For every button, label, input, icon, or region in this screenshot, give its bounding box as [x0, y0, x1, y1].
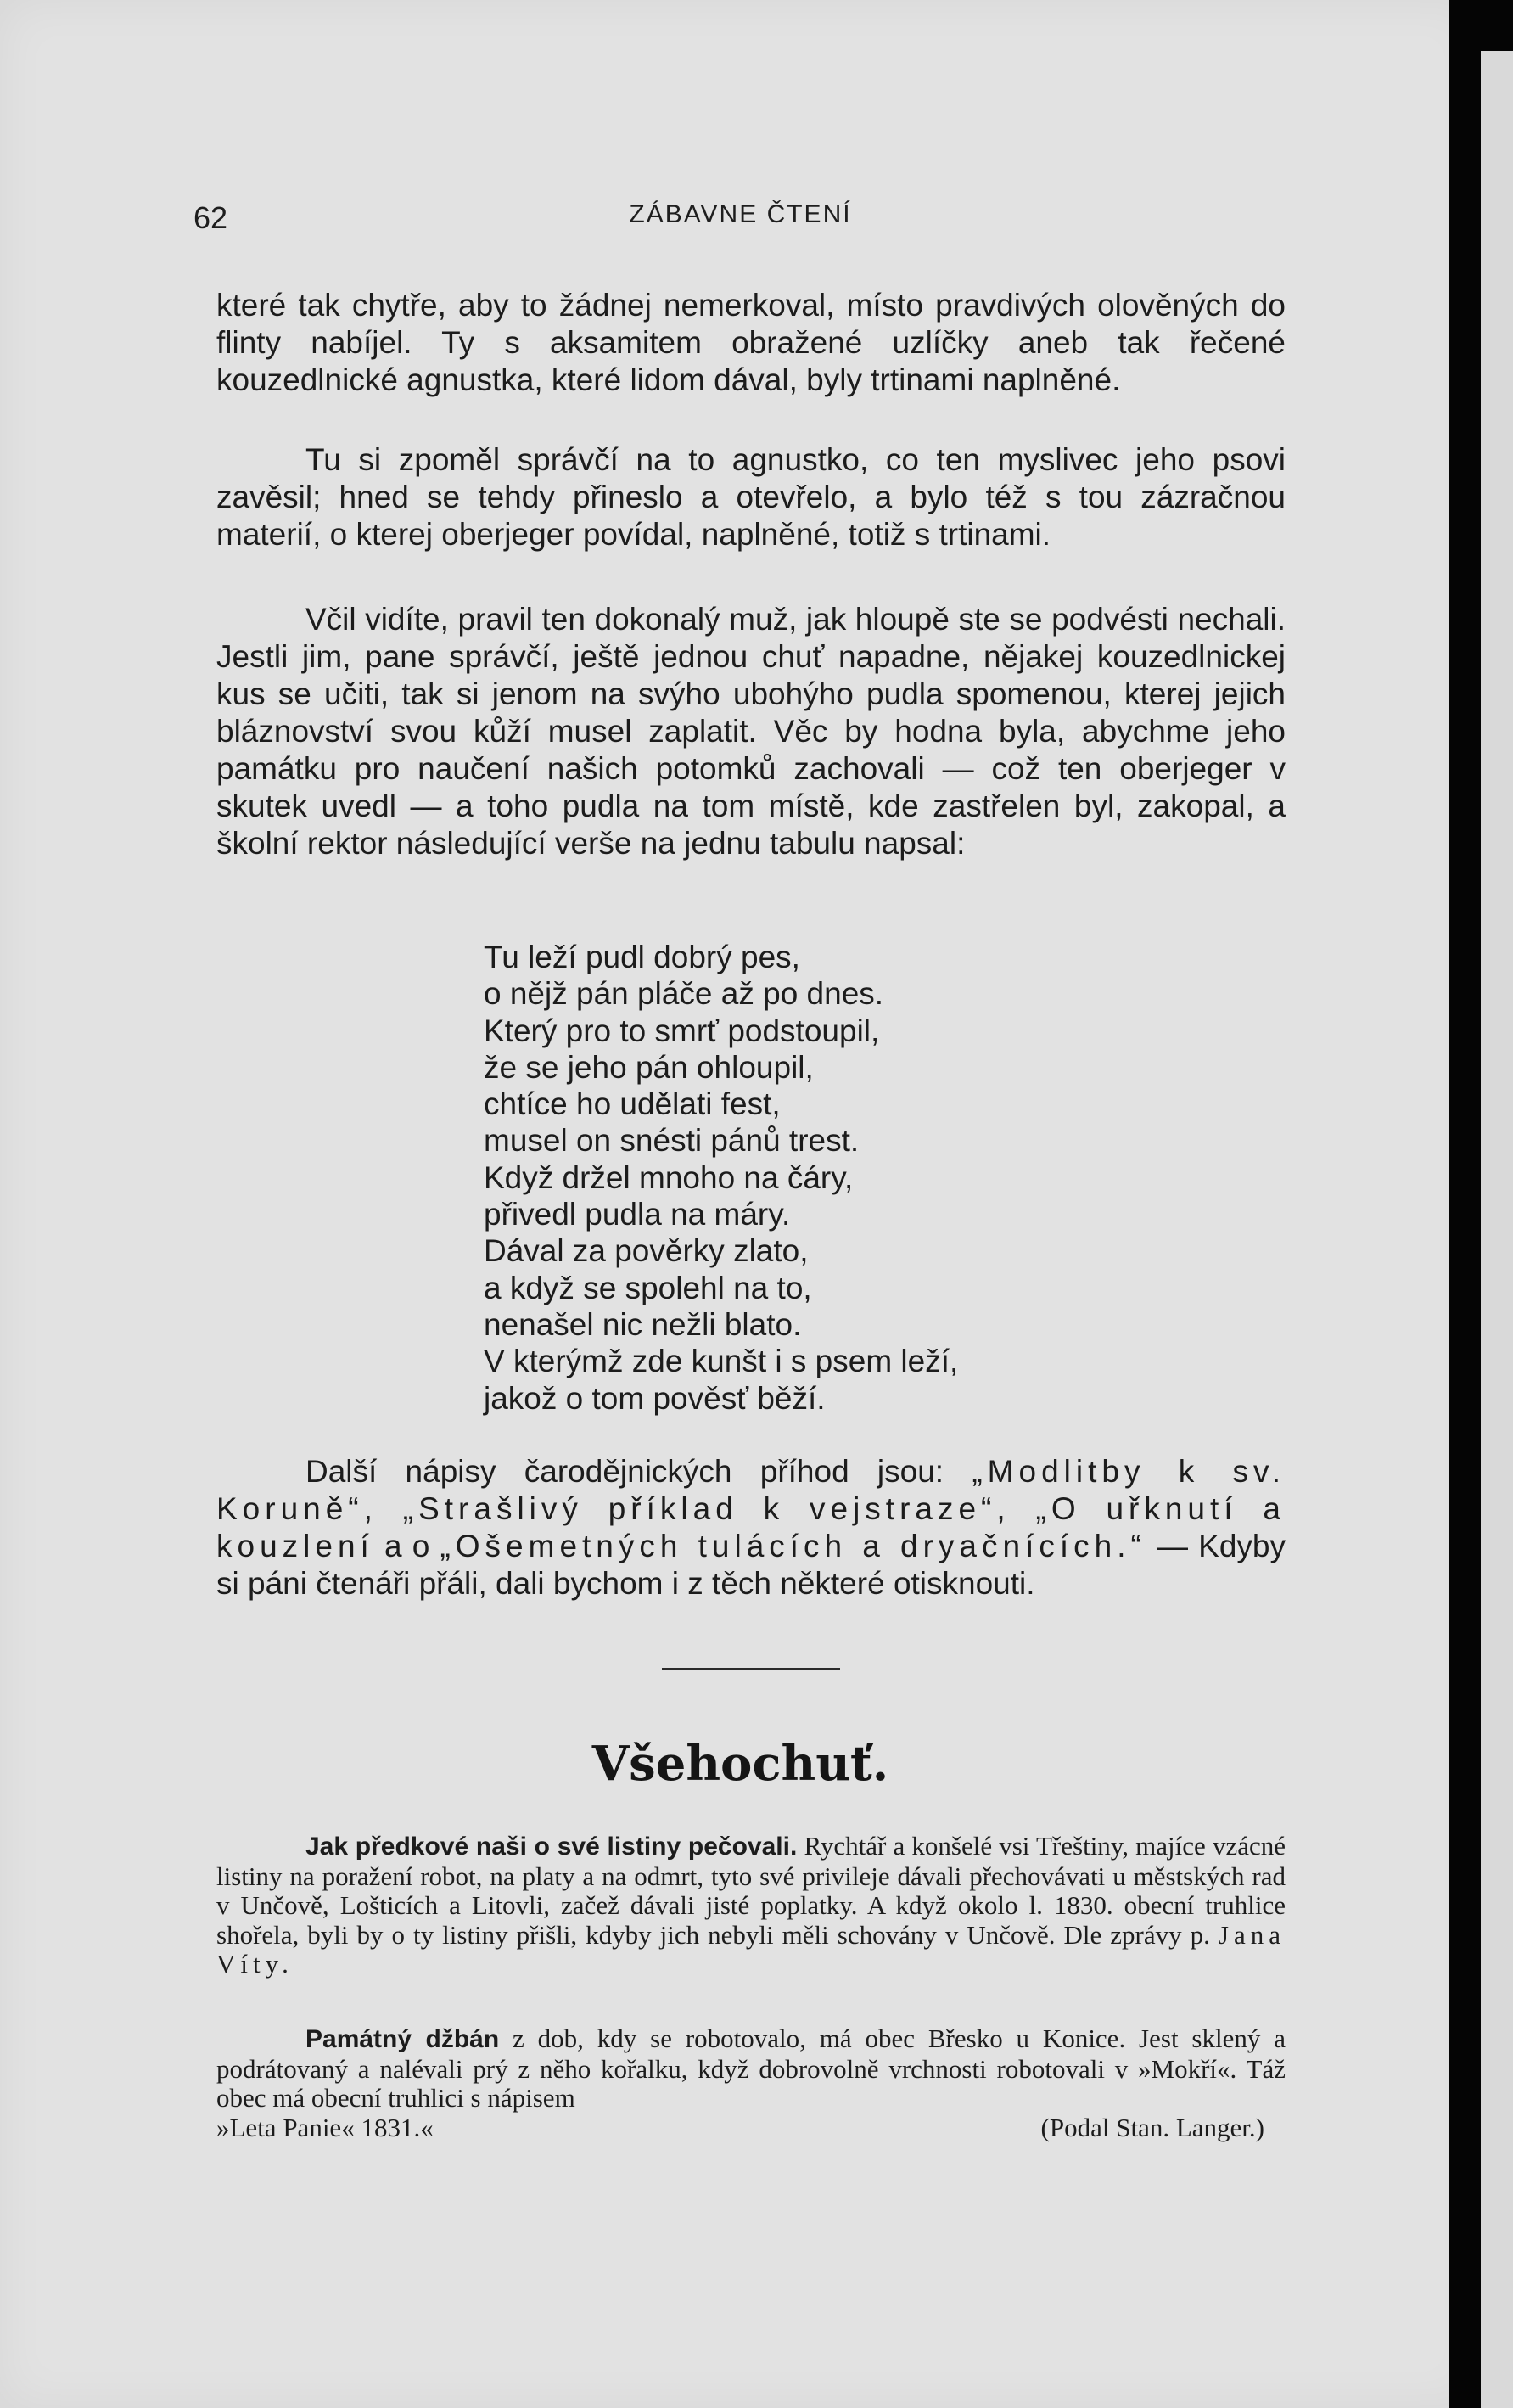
closing-text: a o	[373, 1529, 440, 1563]
poem-line: Tu leží pudl dobrý pes,	[484, 940, 800, 974]
item-inscription: »Leta Panie« 1831.«	[216, 2112, 434, 2142]
paragraph: které tak chytře, aby to žádnej nemerkoval, místo pravdivých olověných do flinty nabíjel. Ty s aksamitem obražené uzlíčky aneb tak řečené kouzedlnické agnustka, které lidom dával, byly trtinami naplněné.	[216, 288, 1286, 397]
poem-line: V kterýmž zde kunšt i s psem leží,	[484, 1344, 959, 1379]
item-lead: Památný džbán	[305, 2025, 500, 2053]
poem-line: a když se spolehl na to,	[484, 1270, 812, 1305]
poem-line: přivedl pudla na máry.	[484, 1197, 791, 1232]
section-title: Všehochuť.	[591, 1736, 889, 1792]
poem-line: Dával za pověrky zlato,	[484, 1233, 809, 1269]
page-number: 62	[193, 200, 228, 235]
item-credit: (Podal Stan. Langer.)	[1040, 2112, 1264, 2142]
item-body	[216, 2024, 1286, 2113]
poem-line: musel on snésti pánů trest.	[484, 1123, 860, 1159]
poem-line: nenašel nic nežli blato.	[484, 1306, 802, 1342]
poem-line: chtíce ho udělati fest,	[484, 1086, 781, 1122]
poem-line: Když držel mnoho na čáry,	[484, 1159, 854, 1195]
paragraph: Včil vidíte, pravil ten dokonalý muž, jak hloupě ste se podvésti nechali. Jestli jim, pane správčí, ještě jednou chuť napadne, nějakej kouzedlnickej kus se učiti, tak si jenom na svýho ubohýho pudla spomenou, kterej jejich bláznovství svou kůží musel zaplatit. Věc by hodna byla, abychme jeho památku pro naučení našich potomků zachovali — což ten oberjeger v skutek uvedl — a toho pudla na tom místě, kde zastřelen byl, zakopal, a školní rektor následující verše na jednu tabulu napsal:	[216, 602, 1286, 861]
epitaph-poem	[484, 939, 958, 1417]
poem-line: jakož o tom pověsť běží.	[484, 1380, 826, 1416]
paragraph: Tu si zpoměl správčí na to agnustko, co ten myslivec jeho psovi zavěsil; hned se tehdy přineslo a otevřelo, a bylo též s tou zázračnou materií, o kterej oberjeger povídal, naplněné, totiž s trtinami.	[216, 442, 1286, 552]
spaced-titles: „Modlitby k sv. Koruně“, „Strašlivý příklad k vejstraze“, „O uřknutí a kouzlení	[216, 1454, 1286, 1563]
section-item	[216, 1832, 1286, 1979]
divider-rule	[662, 1668, 840, 1670]
poem-line: Který pro to smrť podstoupil,	[484, 1013, 880, 1048]
item-text: z dob, kdy se robotovalo, má obec Břesko u Konice. Jest sklený a podrátovaný a nalévali prý z něho kořalku, když dobrovolně vrchnosti robotovali v »Mokří«. Táž obec má obecní truhlici s nápisem	[216, 2024, 1286, 2113]
item-lead: Jak předkové naši o své listiny pečovali.	[305, 1833, 798, 1861]
closing-paragraph	[216, 1453, 1286, 1603]
running-head: ZÁBAVNE ČTENÍ	[629, 200, 852, 228]
poem-line: že se jeho pán ohloupil,	[484, 1049, 814, 1085]
section-item	[216, 2024, 1286, 2142]
closing-text: Další nápisy čarodějnických příhod jsou:	[305, 1454, 972, 1489]
item-last-line	[216, 2113, 1286, 2143]
scan-edge	[1449, 0, 1481, 2408]
poem-line: o nějž pán pláče až po dnes.	[484, 976, 884, 1012]
spaced-titles: „Ošemetných tulácích a dryačnících.“	[440, 1529, 1146, 1563]
item-author: Jana Víty.	[216, 1919, 1286, 1979]
item-text: Rychtář a konšelé vsi Třeštiny, majíce vzácné listiny na poražení robot, na platy a na odmrt, tyto své privileje dávali přechovávati u městských rad v Unčově, Lošticích a Litovli, začež dávali jisté poplatky. A když okolo l. 1830. obecní truhlice shořela, byli by o ty listiny přišli, kdyby jich nebyli měli schovány v Unčově. Dle zprávy p.	[216, 1831, 1286, 1950]
closing-text: — Kdyby si páni čtenáři přáli, dali bychom i z těch některé otisknouti.	[216, 1529, 1286, 1601]
